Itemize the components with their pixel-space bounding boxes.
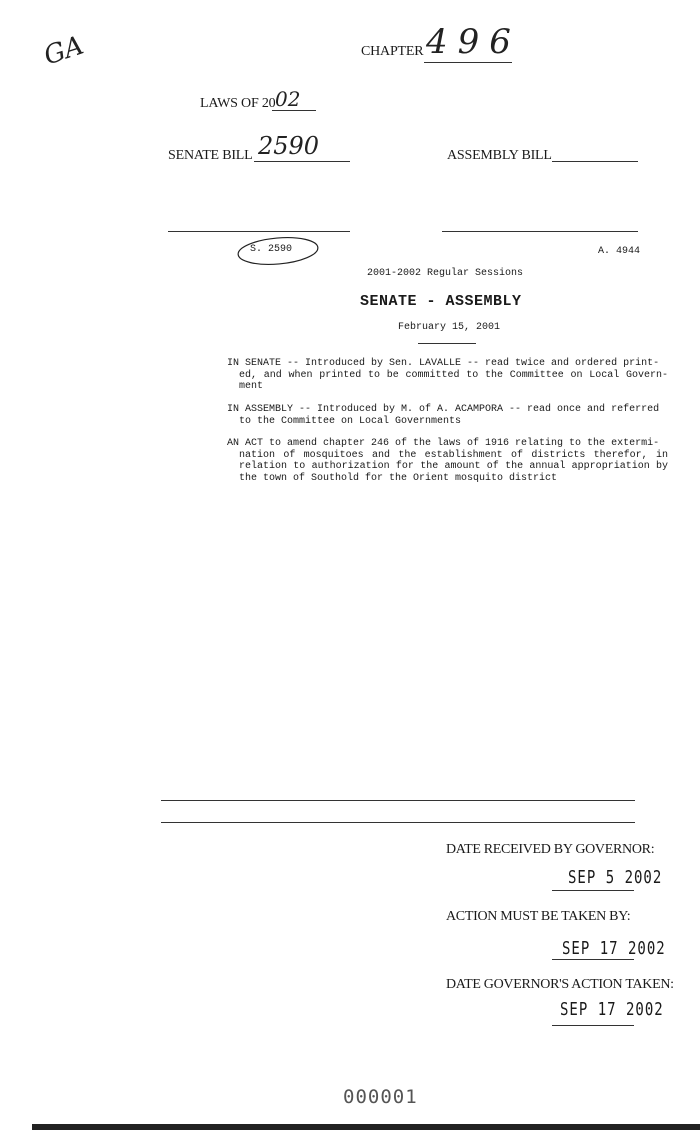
- chapter-number: 496: [426, 22, 521, 62]
- action-by-label: ACTION MUST BE TAKEN BY:: [446, 909, 631, 924]
- act-paragraph: [227, 438, 668, 484]
- senate-bill-number: 2590: [258, 132, 320, 160]
- action-by-underline: [552, 959, 634, 960]
- act-rest: nation of mosquitoes and the establishment of districts therefor, in relation to authorization for the amount of the annual appropriation by the town of Southold for the Orient mosquito district: [239, 449, 668, 484]
- assembly-number: A. 4944: [598, 246, 641, 257]
- laws-label: LAWS OF 20: [200, 96, 276, 111]
- separator-right: [442, 231, 638, 232]
- received-label: DATE RECEIVED BY GOVERNOR:: [446, 842, 655, 857]
- received-date: SEP 5 2002: [568, 868, 663, 888]
- act-line1: AN ACT to amend chapter 246 of the laws of 1916 relating to the extermi-: [227, 438, 660, 449]
- assembly-bill-underline: [552, 161, 638, 162]
- laws-year: 02: [275, 87, 301, 111]
- assembly-bill-label: ASSEMBLY BILL: [447, 148, 552, 163]
- action-taken-label: DATE GOVERNOR'S ACTION TAKEN:: [446, 977, 674, 992]
- chapter-label: CHAPTER: [361, 44, 424, 59]
- lower-separator-2: [161, 822, 635, 823]
- scan-edge-bar: [32, 1124, 700, 1130]
- lower-separator-1: [161, 800, 635, 801]
- assembly-intro-rest: to the Committee on Local Governments: [239, 415, 462, 427]
- document-title: SENATE - ASSEMBLY: [360, 293, 522, 310]
- action-taken-underline: [552, 1025, 634, 1026]
- senate-bill-label: SENATE BILL: [168, 148, 253, 163]
- assembly-intro-paragraph: [227, 404, 668, 427]
- action-taken-date: SEP 17 2002: [560, 1000, 664, 1020]
- senate-intro-line1: IN SENATE -- Introduced by Sen. LAVALLE -- read twice and ordered print-: [227, 358, 660, 369]
- senate-bill-underline: [254, 161, 350, 162]
- separator-left: [168, 231, 350, 232]
- senate-number: S. 2590: [250, 244, 293, 255]
- action-by-date: SEP 17 2002: [562, 939, 666, 959]
- page-number: 000001: [343, 1086, 418, 1108]
- date-rule: [418, 343, 476, 344]
- senate-intro-rest: ed, and when printed to be committed to the Committee on Local Govern- ment: [239, 369, 668, 392]
- margin-note: GA: [40, 30, 88, 72]
- chapter-underline: [424, 62, 512, 63]
- bill-date: February 15, 2001: [398, 322, 501, 333]
- senate-intro-paragraph: [227, 358, 668, 393]
- session-text: 2001-2002 Regular Sessions: [367, 268, 524, 279]
- assembly-intro-line1: IN ASSEMBLY -- Introduced by M. of A. ACAMPORA -- read once and referred: [227, 404, 660, 415]
- laws-underline: [272, 110, 316, 111]
- received-underline: [552, 890, 634, 891]
